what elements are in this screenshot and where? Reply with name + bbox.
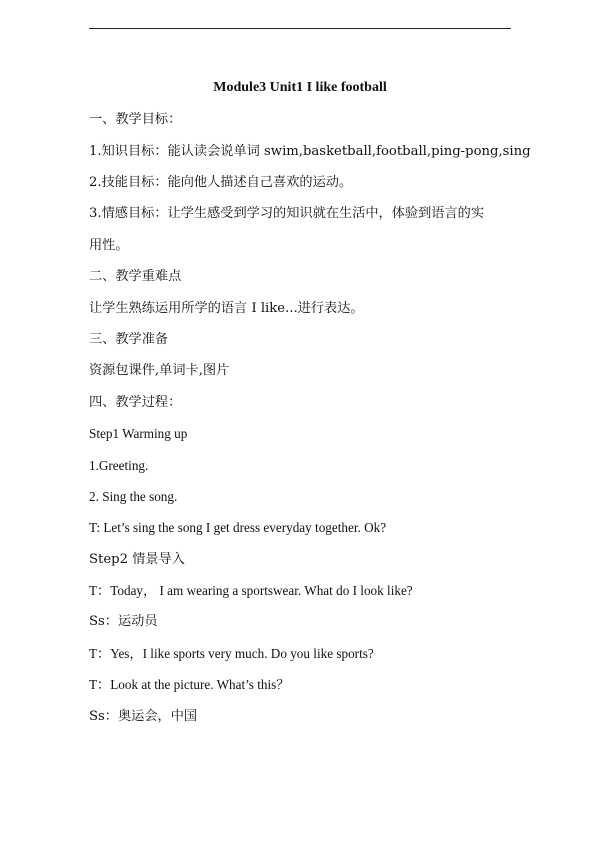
emotional-objective-continued: 用性。 (89, 238, 129, 253)
preparation-text: 资源包课件,单词卡,图片 (89, 363, 230, 378)
dialogue-teacher-sports: T：Yes，I like sports very much. Do you like sports? (89, 646, 374, 661)
dialogue-teacher-picture: T：Look at the picture. What’s this？ (89, 677, 290, 692)
section-heading-preparation: 三、教学准备 (89, 332, 169, 347)
section-heading-objectives: 一、教学目标： (89, 112, 182, 127)
step1-greeting: 1.Greeting. (89, 458, 149, 473)
skill-objective: 2.技能目标：能向他人描述自己喜欢的运动。 (89, 175, 353, 190)
step1-sing-song: 2. Sing the song. (89, 489, 178, 504)
section-heading-key-points: 二、教学重难点 (89, 269, 182, 284)
document-title: Module3 Unit1 I like football (213, 80, 387, 95)
key-points-text: 让学生熟练运用所学的语言 I like...进行表达。 (89, 301, 364, 316)
emotional-objective: 3.情感目标：让学生感受到学习的知识就在生活中，体验到语言的实 (89, 206, 485, 221)
knowledge-objective: 1.知识目标：能认读会说单词 swim,basketball,football,ping-pong,sing (89, 144, 531, 159)
dialogue-students-olympics: Ss：奥运会，中国 (89, 709, 198, 724)
step2-heading: Step2 情景导入 (89, 552, 185, 567)
step1-heading: Step1 Warming up (89, 426, 188, 441)
dialogue-students-athlete: Ss：运动员 (89, 614, 158, 629)
step1-teacher-line: T: Let’s sing the song I get dress everyday together. Ok? (89, 520, 387, 535)
section-heading-process: 四、教学过程： (89, 395, 182, 410)
header-rule (89, 28, 511, 29)
dialogue-teacher-today: T：Today， I am wearing a sportswear. What do I look like? (89, 583, 413, 598)
